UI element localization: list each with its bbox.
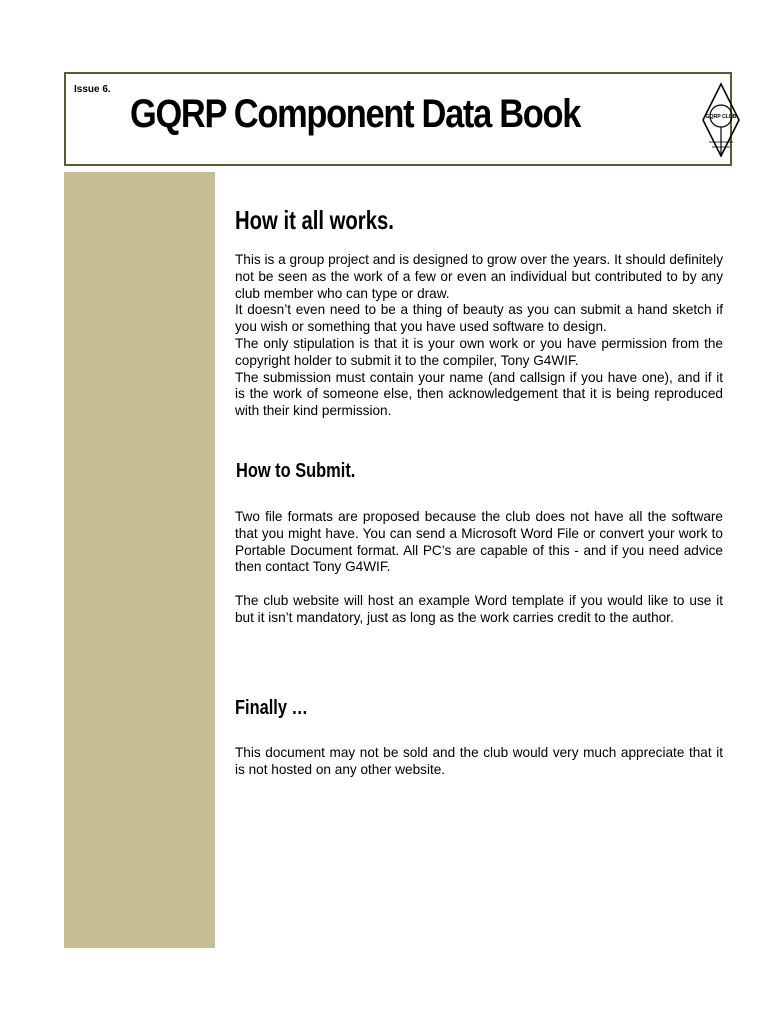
paragraph: This is a group project and is designed to grow over the years. It should definitely not be seen as the work of a few or even an individual but contributed to by any club member who can type or draw. <box>235 252 723 301</box>
finally-body <box>235 745 723 779</box>
issue-label: Issue 6. <box>74 84 111 95</box>
heading-finally: Finally … <box>235 697 308 719</box>
paragraph: The submission must contain your name (and callsign if you have one), and if it is the work of someone else, then acknowledgement that it is being reproduced with their kind permission. <box>235 369 723 419</box>
heading-how-to-submit: How to Submit. <box>236 460 356 482</box>
heading-how-it-works: How it all works. <box>235 205 394 235</box>
document-title: GQRP Component Data Book <box>130 92 581 136</box>
paragraph: The only stipulation is that it is your own work or you have permission from the copyright holder to submit it to the compiler, Tony G4WIF. <box>235 335 723 368</box>
how-to-submit-body-2 <box>235 593 723 627</box>
how-to-submit-body-1 <box>235 509 723 576</box>
paragraph: The club website will host an example Word template if you would like to use it but it isn’t mandatory, just as long as the work carries credit to the author. <box>235 593 723 625</box>
paragraph: Two file formats are proposed because the club does not have all the software that you might have. You can send a Microsoft Word File or convert your work to Portable Document format. All PC’s are capable of this - and if you need advice then contact Tony G4WIF. <box>235 509 723 575</box>
logo-text: GQRP CLUB <box>705 114 737 120</box>
paragraph: It doesn’t even need to be a thing of beauty as you can submit a hand sketch if you wish or something that you have used software to design. <box>235 302 723 335</box>
header-box <box>64 72 737 166</box>
paragraph: This document may not be sold and the club would very much appreciate that it is not hosted on any other website. <box>235 745 723 777</box>
sidebar-band <box>64 172 215 948</box>
gqrp-club-logo <box>699 82 743 158</box>
how-it-works-body <box>235 252 723 420</box>
